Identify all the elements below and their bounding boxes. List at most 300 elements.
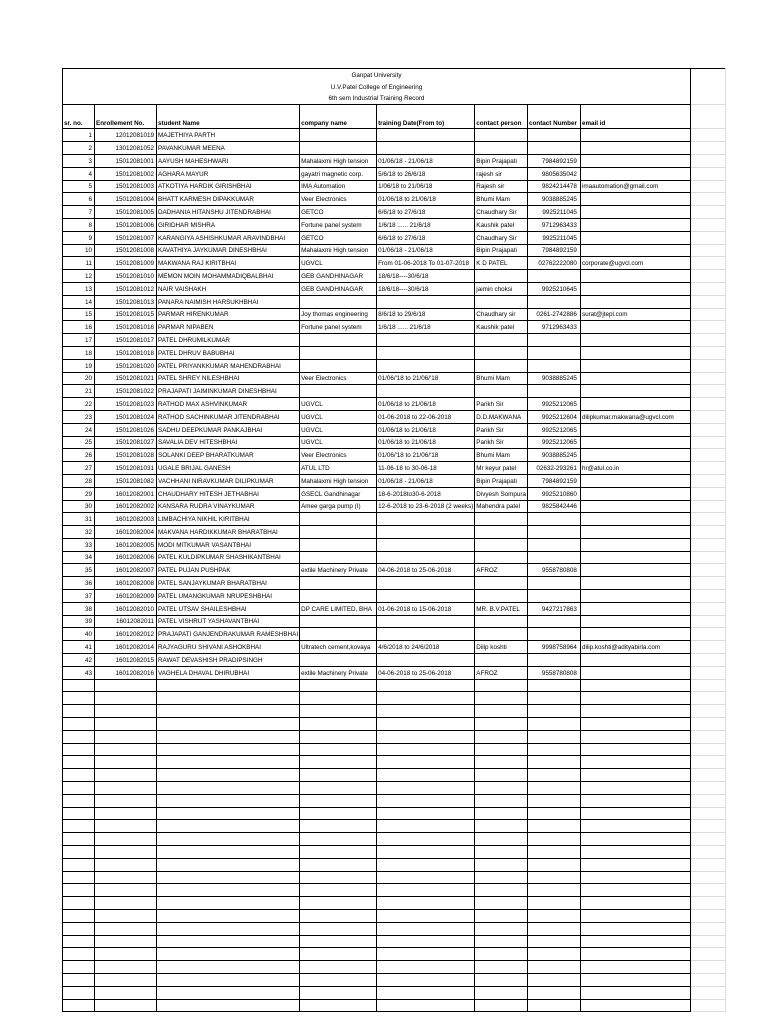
empty-cell[interactable] — [377, 961, 475, 974]
student-name-cell[interactable]: PARMAR NIPABEN — [157, 321, 300, 334]
empty-cell[interactable] — [690, 474, 725, 487]
empty-cell[interactable] — [157, 730, 300, 743]
contact-person-cell[interactable] — [475, 295, 528, 308]
contact-person-cell[interactable] — [475, 577, 528, 590]
empty-cell[interactable] — [528, 769, 581, 782]
empty-cell[interactable] — [475, 948, 528, 961]
enrollment-no-cell[interactable]: 15012081023 — [95, 398, 157, 411]
company-name-cell[interactable]: extile Machinery Private — [300, 666, 377, 679]
contact-person-cell[interactable] — [475, 129, 528, 142]
empty-cell[interactable] — [63, 910, 95, 923]
sr-no-cell[interactable]: 19 — [63, 359, 95, 372]
email-cell[interactable] — [580, 321, 690, 334]
empty-cell[interactable] — [377, 782, 475, 795]
empty-cell[interactable] — [475, 973, 528, 986]
enrollment-no-cell[interactable]: 16012082003 — [95, 513, 157, 526]
student-name-cell[interactable]: AGHARA MAYUR — [157, 167, 300, 180]
empty-cell[interactable] — [475, 833, 528, 846]
empty-cell[interactable] — [690, 500, 725, 513]
empty-cell[interactable] — [690, 334, 725, 347]
contact-person-cell[interactable]: Rajesh sir — [475, 180, 528, 193]
student-name-cell[interactable]: PATEL PRIYANKKUMAR MAHENDRABHAI — [157, 359, 300, 372]
empty-cell[interactable] — [528, 871, 581, 884]
empty-cell[interactable] — [95, 833, 157, 846]
empty-cell[interactable] — [528, 858, 581, 871]
contact-number-cell[interactable] — [528, 295, 581, 308]
empty-cell[interactable] — [157, 679, 300, 692]
sr-no-cell[interactable]: 4 — [63, 167, 95, 180]
contact-number-cell[interactable]: 9427217863 — [528, 602, 581, 615]
student-name-cell[interactable]: PAVANKUMAR MEENA — [157, 142, 300, 155]
empty-cell[interactable] — [580, 910, 690, 923]
empty-cell[interactable] — [690, 180, 725, 193]
contact-number-cell[interactable]: 7984892159 — [528, 244, 581, 257]
contact-person-cell[interactable]: Parikh Sir — [475, 436, 528, 449]
contact-number-cell[interactable]: 9712963433 — [528, 321, 581, 334]
empty-cell[interactable] — [95, 846, 157, 859]
student-name-cell[interactable]: LIMBACHIYA NIKHIL KIRITBHAI — [157, 513, 300, 526]
company-name-cell[interactable] — [300, 129, 377, 142]
student-name-cell[interactable]: PRAJAPATI GANJENDRAKUMAR RAMESHBHAI — [157, 628, 300, 641]
empty-cell[interactable] — [300, 756, 377, 769]
empty-cell[interactable] — [63, 884, 95, 897]
contact-number-cell[interactable]: 9038885245 — [528, 372, 581, 385]
training-date-cell[interactable]: 1/6/18 ...... 21/6/18 — [377, 218, 475, 231]
student-name-cell[interactable]: VACHHANI NIRAVKUMAR DILIPKUMAR — [157, 474, 300, 487]
student-name-cell[interactable]: RATHOD SACHINKUMAR JITENDRABHAI — [157, 410, 300, 423]
student-name-cell[interactable]: PATEL DHRUV BABUBHAI — [157, 346, 300, 359]
sr-no-cell[interactable]: 11 — [63, 257, 95, 270]
empty-cell[interactable] — [157, 692, 300, 705]
contact-number-cell[interactable]: 9805635042 — [528, 167, 581, 180]
email-cell[interactable] — [580, 654, 690, 667]
contact-number-cell[interactable]: 9925211045 — [528, 231, 581, 244]
contact-number-cell[interactable] — [528, 270, 581, 283]
sr-no-cell[interactable]: 8 — [63, 218, 95, 231]
empty-cell[interactable] — [300, 769, 377, 782]
empty-cell[interactable] — [528, 884, 581, 897]
company-name-cell[interactable] — [300, 295, 377, 308]
sr-no-cell[interactable]: 29 — [63, 487, 95, 500]
empty-cell[interactable] — [157, 807, 300, 820]
enrollment-no-cell[interactable]: 15012081005 — [95, 206, 157, 219]
sr-no-cell[interactable]: 25 — [63, 436, 95, 449]
empty-cell[interactable] — [63, 692, 95, 705]
empty-cell[interactable] — [377, 769, 475, 782]
sr-no-cell[interactable]: 31 — [63, 513, 95, 526]
student-name-cell[interactable]: MAKVANA HARDIKKUMAR BHARATBHAI — [157, 526, 300, 539]
company-name-cell[interactable]: UGVCL — [300, 436, 377, 449]
contact-number-cell[interactable]: 9038885245 — [528, 193, 581, 206]
empty-cell[interactable] — [690, 81, 725, 93]
company-name-cell[interactable] — [300, 654, 377, 667]
student-name-cell[interactable]: MODI MITKUMAR VASANTBHAI — [157, 538, 300, 551]
empty-cell[interactable] — [690, 436, 725, 449]
company-name-cell[interactable]: Mahalaxmi High tension — [300, 244, 377, 257]
company-name-cell[interactable]: Mahalaxmi High tension — [300, 474, 377, 487]
contact-person-cell[interactable] — [475, 142, 528, 155]
empty-cell[interactable] — [690, 794, 725, 807]
empty-cell[interactable] — [95, 973, 157, 986]
enrollment-no-cell[interactable]: 15012081007 — [95, 231, 157, 244]
contact-number-cell[interactable]: 9712963433 — [528, 218, 581, 231]
empty-cell[interactable] — [95, 858, 157, 871]
empty-cell[interactable] — [300, 871, 377, 884]
student-name-header[interactable]: student Name — [157, 105, 300, 129]
sheet-title-line[interactable]: Ganpat University — [63, 69, 691, 81]
empty-cell[interactable] — [690, 884, 725, 897]
contact-person-cell[interactable]: Chaudhary Sir — [475, 206, 528, 219]
empty-cell[interactable] — [95, 871, 157, 884]
empty-cell[interactable] — [475, 820, 528, 833]
company-name-cell[interactable]: Ultratech cement,kovaya — [300, 641, 377, 654]
contact-person-cell[interactable]: Parikh Sir — [475, 398, 528, 411]
empty-cell[interactable] — [690, 410, 725, 423]
sr-no-cell[interactable]: 16 — [63, 321, 95, 334]
enrollment-no-cell[interactable]: 16012082009 — [95, 590, 157, 603]
empty-cell[interactable] — [475, 897, 528, 910]
empty-cell[interactable] — [528, 910, 581, 923]
empty-cell[interactable] — [377, 935, 475, 948]
empty-cell[interactable] — [690, 820, 725, 833]
empty-cell[interactable] — [690, 679, 725, 692]
empty-cell[interactable] — [475, 769, 528, 782]
sr-no-cell[interactable]: 17 — [63, 334, 95, 347]
empty-cell[interactable] — [475, 718, 528, 731]
empty-cell[interactable] — [528, 897, 581, 910]
enrollment-no-cell[interactable]: 15012081022 — [95, 385, 157, 398]
email-cell[interactable] — [580, 270, 690, 283]
company-name-cell[interactable] — [300, 526, 377, 539]
empty-cell[interactable] — [63, 948, 95, 961]
empty-cell[interactable] — [63, 986, 95, 999]
student-name-cell[interactable]: CHAUDHARY HITESH JETHABHAI — [157, 487, 300, 500]
contact-person-cell[interactable]: jaimin choksi — [475, 282, 528, 295]
empty-cell[interactable] — [580, 871, 690, 884]
empty-cell[interactable] — [157, 756, 300, 769]
company-name-cell[interactable]: Joy thomas engineering — [300, 308, 377, 321]
training-date-cell[interactable]: 18/6/18----30/6/18 — [377, 282, 475, 295]
empty-cell[interactable] — [528, 679, 581, 692]
empty-cell[interactable] — [157, 769, 300, 782]
contact-number-cell[interactable]: 9925212065 — [528, 436, 581, 449]
sr-no-cell[interactable]: 38 — [63, 602, 95, 615]
empty-cell[interactable] — [690, 93, 725, 105]
empty-cell[interactable] — [475, 782, 528, 795]
empty-cell[interactable] — [528, 948, 581, 961]
empty-cell[interactable] — [63, 705, 95, 718]
company-name-cell[interactable] — [300, 577, 377, 590]
company-name-header[interactable]: company name — [300, 105, 377, 129]
empty-cell[interactable] — [300, 897, 377, 910]
empty-cell[interactable] — [63, 820, 95, 833]
email-cell[interactable] — [580, 423, 690, 436]
company-name-cell[interactable]: GETCO — [300, 206, 377, 219]
sr-no-cell[interactable]: 40 — [63, 628, 95, 641]
contact-person-cell[interactable]: Parikh Sir — [475, 423, 528, 436]
company-name-cell[interactable] — [300, 513, 377, 526]
empty-cell[interactable] — [528, 973, 581, 986]
empty-cell[interactable] — [95, 897, 157, 910]
empty-cell[interactable] — [377, 730, 475, 743]
email-cell[interactable] — [580, 334, 690, 347]
sr-no-cell[interactable]: 10 — [63, 244, 95, 257]
contact-number-cell[interactable]: 9558780808 — [528, 564, 581, 577]
contact-number-cell[interactable]: 0261-2742886 — [528, 308, 581, 321]
empty-cell[interactable] — [690, 705, 725, 718]
enrollment-no-cell[interactable]: 15012081006 — [95, 218, 157, 231]
enrollment-no-cell[interactable]: 16012082002 — [95, 500, 157, 513]
empty-cell[interactable] — [690, 871, 725, 884]
training-date-cell[interactable]: 01/06/18 to 21/06/18 — [377, 398, 475, 411]
empty-cell[interactable] — [377, 705, 475, 718]
empty-cell[interactable] — [300, 986, 377, 999]
empty-cell[interactable] — [63, 897, 95, 910]
student-name-cell[interactable]: SOLANKI DEEP BHARATKUMAR — [157, 449, 300, 462]
empty-cell[interactable] — [475, 922, 528, 935]
training-date-cell[interactable] — [377, 615, 475, 628]
empty-cell[interactable] — [690, 756, 725, 769]
sheet-title-line[interactable]: 6th sem Industrial Training Record — [63, 93, 691, 105]
training-date-cell[interactable]: 01/06/18 - 21/06/18 — [377, 244, 475, 257]
empty-cell[interactable] — [580, 756, 690, 769]
empty-cell[interactable] — [690, 231, 725, 244]
company-name-cell[interactable]: Veer Electronics — [300, 372, 377, 385]
empty-cell[interactable] — [580, 718, 690, 731]
empty-cell[interactable] — [300, 999, 377, 1012]
email-cell[interactable] — [580, 436, 690, 449]
empty-cell[interactable] — [580, 986, 690, 999]
empty-cell[interactable] — [377, 884, 475, 897]
contact-person-cell[interactable] — [475, 359, 528, 372]
company-name-cell[interactable] — [300, 359, 377, 372]
company-name-cell[interactable]: ATUL LTD — [300, 462, 377, 475]
empty-cell[interactable] — [475, 794, 528, 807]
empty-cell[interactable] — [690, 922, 725, 935]
empty-cell[interactable] — [377, 692, 475, 705]
training-date-cell[interactable]: 18/6/18----30/6/18 — [377, 270, 475, 283]
company-name-cell[interactable] — [300, 334, 377, 347]
empty-cell[interactable] — [157, 884, 300, 897]
company-name-cell[interactable]: extile Machinery Private — [300, 564, 377, 577]
empty-cell[interactable] — [580, 846, 690, 859]
student-name-cell[interactable]: AAYUSH MAHESHWARI — [157, 154, 300, 167]
empty-cell[interactable] — [157, 961, 300, 974]
empty-cell[interactable] — [475, 935, 528, 948]
empty-cell[interactable] — [580, 692, 690, 705]
enrollment-no-cell[interactable]: 15012081020 — [95, 359, 157, 372]
contact-person-cell[interactable]: Bipin Prajapati — [475, 244, 528, 257]
training-date-cell[interactable]: 6/6/18 to 27/6/18 — [377, 231, 475, 244]
student-name-cell[interactable]: KANSARA RUDRA VINAYKUMAR — [157, 500, 300, 513]
empty-cell[interactable] — [377, 871, 475, 884]
enrollment-no-cell[interactable]: 15012081018 — [95, 346, 157, 359]
student-name-cell[interactable]: SAVALIA DEV HITESHBHAI — [157, 436, 300, 449]
sr-no-cell[interactable]: 39 — [63, 615, 95, 628]
contact-person-cell[interactable]: Bipin Prajapati — [475, 474, 528, 487]
empty-cell[interactable] — [690, 218, 725, 231]
empty-cell[interactable] — [690, 154, 725, 167]
enrollment-no-cell[interactable]: 16012082015 — [95, 654, 157, 667]
empty-cell[interactable] — [690, 105, 725, 129]
empty-cell[interactable] — [528, 794, 581, 807]
email-cell[interactable] — [580, 538, 690, 551]
company-name-cell[interactable]: GETCO — [300, 231, 377, 244]
student-name-cell[interactable]: KAVATHIYA JAYKUMAR DINESHBHAI — [157, 244, 300, 257]
empty-cell[interactable] — [95, 961, 157, 974]
student-name-cell[interactable]: GIRIDHAR MISHRA — [157, 218, 300, 231]
email-cell[interactable] — [580, 628, 690, 641]
enrollment-no-cell[interactable]: 16012082006 — [95, 551, 157, 564]
empty-cell[interactable] — [300, 922, 377, 935]
contact-number-cell[interactable] — [528, 577, 581, 590]
contact-person-cell[interactable] — [475, 654, 528, 667]
empty-cell[interactable] — [157, 948, 300, 961]
student-name-cell[interactable]: ATKOTIYA HARDIK GIRISHBHAI — [157, 180, 300, 193]
empty-cell[interactable] — [690, 462, 725, 475]
enrollment-no-cell[interactable]: 16012082016 — [95, 666, 157, 679]
training-date-cell[interactable]: 01-06-2018 to 15-06-2018 — [377, 602, 475, 615]
empty-cell[interactable] — [300, 961, 377, 974]
empty-cell[interactable] — [690, 513, 725, 526]
sr-no-cell[interactable]: 42 — [63, 654, 95, 667]
contact-person-cell[interactable]: Bhumi Mam — [475, 193, 528, 206]
email-cell[interactable] — [580, 167, 690, 180]
empty-cell[interactable] — [300, 718, 377, 731]
contact-number-cell[interactable] — [528, 385, 581, 398]
empty-cell[interactable] — [690, 590, 725, 603]
student-name-cell[interactable]: MAKWANA RAJ KIRITBHAI — [157, 257, 300, 270]
empty-cell[interactable] — [95, 935, 157, 948]
empty-cell[interactable] — [157, 833, 300, 846]
empty-cell[interactable] — [300, 743, 377, 756]
enrollment-no-cell[interactable]: 12012081019 — [95, 129, 157, 142]
enrollment-no-cell[interactable]: 15012081001 — [95, 154, 157, 167]
empty-cell[interactable] — [580, 794, 690, 807]
empty-cell[interactable] — [300, 679, 377, 692]
empty-cell[interactable] — [580, 705, 690, 718]
contact-person-cell[interactable] — [475, 346, 528, 359]
email-cell[interactable] — [580, 372, 690, 385]
empty-cell[interactable] — [690, 359, 725, 372]
email-cell[interactable] — [580, 142, 690, 155]
empty-cell[interactable] — [377, 999, 475, 1012]
contact-person-cell[interactable] — [475, 334, 528, 347]
empty-cell[interactable] — [157, 922, 300, 935]
empty-cell[interactable] — [157, 999, 300, 1012]
enrollment-no-cell[interactable]: 16012082005 — [95, 538, 157, 551]
empty-cell[interactable] — [690, 858, 725, 871]
empty-cell[interactable] — [528, 922, 581, 935]
sr-no-cell[interactable]: 27 — [63, 462, 95, 475]
empty-cell[interactable] — [95, 730, 157, 743]
empty-cell[interactable] — [63, 782, 95, 795]
student-name-cell[interactable]: KARANGIYA ASHISHKUMAR ARAVINDBHAI — [157, 231, 300, 244]
enrollment-no-cell[interactable]: 15012081021 — [95, 372, 157, 385]
empty-cell[interactable] — [528, 782, 581, 795]
enrollment-no-cell[interactable]: 15012081031 — [95, 462, 157, 475]
company-name-cell[interactable]: Fortune panel system — [300, 321, 377, 334]
empty-cell[interactable] — [528, 999, 581, 1012]
empty-cell[interactable] — [690, 244, 725, 257]
empty-cell[interactable] — [690, 167, 725, 180]
student-name-cell[interactable]: PATEL DHRUMILKUMAR — [157, 334, 300, 347]
company-name-cell[interactable]: Fortune panel system — [300, 218, 377, 231]
sr-no-cell[interactable]: 14 — [63, 295, 95, 308]
email-cell[interactable] — [580, 129, 690, 142]
empty-cell[interactable] — [528, 833, 581, 846]
training-date-cell[interactable]: 4/6/2018 to 24/6/2018 — [377, 641, 475, 654]
empty-cell[interactable] — [300, 730, 377, 743]
empty-cell[interactable] — [377, 756, 475, 769]
empty-cell[interactable] — [475, 705, 528, 718]
training-date-cell[interactable] — [377, 129, 475, 142]
empty-cell[interactable] — [528, 692, 581, 705]
enrollment-no-cell[interactable]: 15012081003 — [95, 180, 157, 193]
email-id-header[interactable]: email id — [580, 105, 690, 129]
empty-cell[interactable] — [580, 948, 690, 961]
enrollment-no-cell[interactable]: 16012082014 — [95, 641, 157, 654]
email-cell[interactable]: imaautomation@gmail.com — [580, 180, 690, 193]
empty-cell[interactable] — [690, 69, 725, 81]
enrollment-no-cell[interactable]: 16012082012 — [95, 628, 157, 641]
enrollment-no-cell[interactable]: 15012081012 — [95, 282, 157, 295]
contact-person-header[interactable]: contact person — [475, 105, 528, 129]
empty-cell[interactable] — [377, 833, 475, 846]
contact-person-cell[interactable]: AFROZ — [475, 564, 528, 577]
empty-cell[interactable] — [95, 794, 157, 807]
contact-number-cell[interactable] — [528, 526, 581, 539]
empty-cell[interactable] — [690, 641, 725, 654]
enrollment-no-cell[interactable]: 16012082007 — [95, 564, 157, 577]
empty-cell[interactable] — [690, 142, 725, 155]
empty-cell[interactable] — [95, 692, 157, 705]
empty-cell[interactable] — [95, 999, 157, 1012]
student-name-cell[interactable]: PATEL PUJAN PUSHPAK — [157, 564, 300, 577]
contact-person-cell[interactable] — [475, 385, 528, 398]
student-name-cell[interactable]: PARMAR HIRENKUMAR — [157, 308, 300, 321]
empty-cell[interactable] — [95, 743, 157, 756]
student-name-cell[interactable]: MAJETHIYA PARTH — [157, 129, 300, 142]
empty-cell[interactable] — [475, 679, 528, 692]
empty-cell[interactable] — [300, 884, 377, 897]
training-date-cell[interactable]: 01/06/'18 to 21/06/'18 — [377, 449, 475, 462]
student-name-cell[interactable]: UGALE BRIJAL GANESH — [157, 462, 300, 475]
contact-number-cell[interactable]: 9998758964 — [528, 641, 581, 654]
contact-person-cell[interactable]: MR. B.V.PATEL — [475, 602, 528, 615]
student-name-cell[interactable]: PATEL VISHRUT YASHAVANTBHAI — [157, 615, 300, 628]
empty-cell[interactable] — [475, 846, 528, 859]
training-date-cell[interactable] — [377, 513, 475, 526]
sr-no-cell[interactable]: 28 — [63, 474, 95, 487]
training-date-cell[interactable]: 01/06/'18 to 21/06/'18 — [377, 372, 475, 385]
empty-cell[interactable] — [475, 807, 528, 820]
enrollment-no-cell[interactable]: 15012081027 — [95, 436, 157, 449]
empty-cell[interactable] — [690, 986, 725, 999]
empty-cell[interactable] — [690, 372, 725, 385]
student-name-cell[interactable]: PRAJAPATI JAIMINKUMAR DINESHBHAI — [157, 385, 300, 398]
empty-cell[interactable] — [475, 961, 528, 974]
empty-cell[interactable] — [580, 769, 690, 782]
empty-cell[interactable] — [475, 884, 528, 897]
empty-cell[interactable] — [95, 922, 157, 935]
sr-no-cell[interactable]: 35 — [63, 564, 95, 577]
email-cell[interactable] — [580, 282, 690, 295]
empty-cell[interactable] — [63, 935, 95, 948]
email-cell[interactable] — [580, 449, 690, 462]
empty-cell[interactable] — [580, 961, 690, 974]
email-cell[interactable] — [580, 666, 690, 679]
